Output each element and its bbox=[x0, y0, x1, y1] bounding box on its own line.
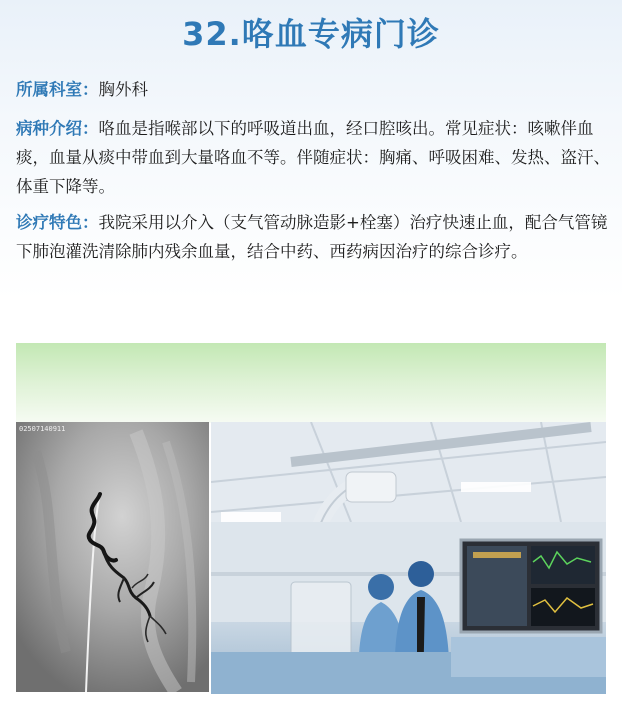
angiography-drawing bbox=[16, 422, 209, 692]
operating-room-drawing bbox=[211, 422, 606, 694]
angiogram-timestamp: 02507140911 bbox=[19, 425, 66, 433]
page-title: 32.咯血专病门诊 bbox=[182, 15, 440, 53]
operating-room-photo bbox=[211, 422, 606, 694]
treatment-features-label: 诊疗特色： bbox=[16, 213, 99, 232]
treatment-features-section bbox=[16, 208, 612, 266]
department-label: 所属科室： bbox=[16, 80, 99, 99]
disease-intro-label: 病种介绍： bbox=[16, 119, 99, 138]
angiography-image bbox=[16, 422, 209, 692]
department-value: 胸外科 bbox=[98, 80, 148, 99]
treatment-features-text: 我院采用以介入（支气管动脉造影+栓塞）治疗快速止血，配合气管镜下肺泡灌洗清除肺内残余血量，结合中药、西药病因治疗的综合诊疗。 bbox=[16, 213, 608, 261]
department-section bbox=[16, 75, 612, 104]
disease-intro-text: 咯血是指喉部以下的呼吸道出血，经口腔咳出。常见症状：咳嗽伴血痰，血量从痰中带血到大量咯血不等。伴随症状：胸痛、呼吸困难、发热、盗汗、体重下降等。 bbox=[16, 119, 610, 196]
decorative-green-band bbox=[16, 343, 606, 423]
disease-intro-section bbox=[16, 114, 612, 201]
